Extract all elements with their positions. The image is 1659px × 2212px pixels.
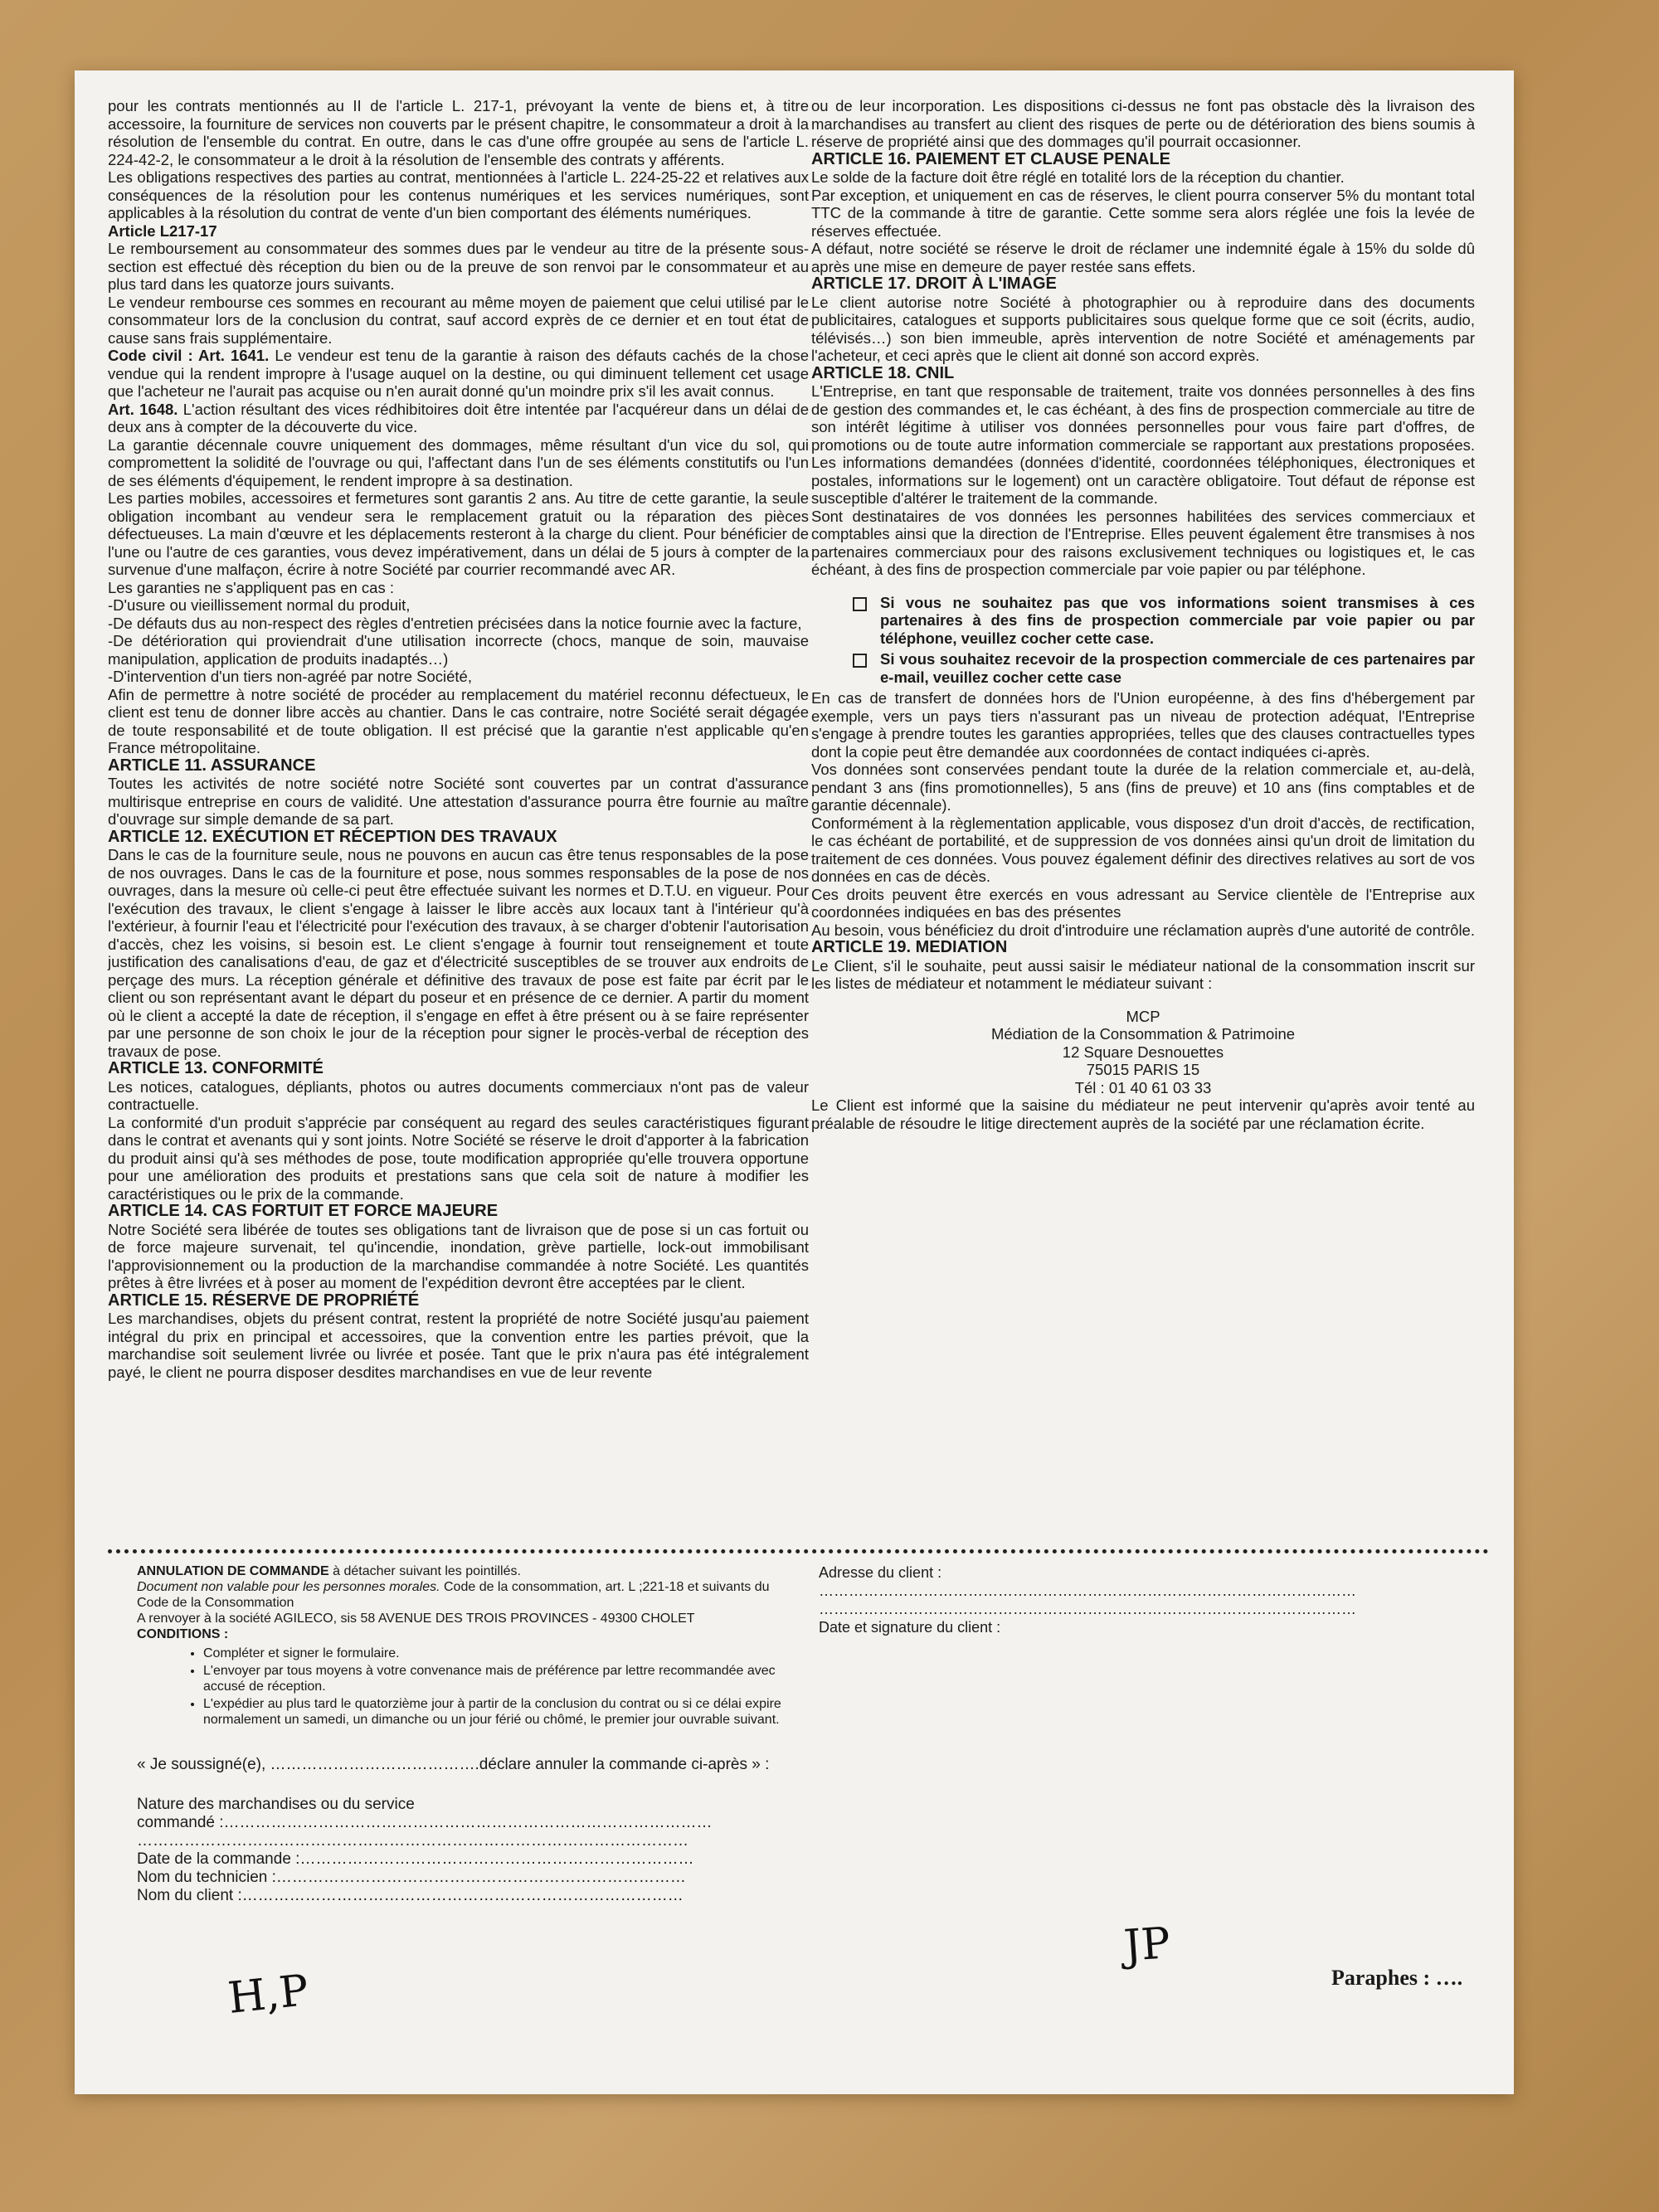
paragraph: Les notices, catalogues, dépliants, photos ou autres documents commerciaux n'ont pas de valeur contractuelle. [108,1077,809,1113]
paragraph: A défaut, notre société se réserve le droit de réclamer une indemnité égale à 15% du solde dû après une mise en demeure de payer restée sans effets. [811,240,1475,275]
paragraph: Le Client est informé que la saisine du médiateur ne peut intervenir qu'après avoir tenté au préalable de résoudre le litige directement auprès de la société par une réclamation écrite. [811,1096,1475,1132]
cancellation-title [137,1563,792,1579]
list-item: • L'envoyer par tous moyens à votre convenance mais de préférence par lettre recommandée avec accusé de réception. [203,1663,792,1694]
code-civil-text: Le vendeur est tenu de la garantie à raison des défauts cachés de la chose vendue qui la rendent impropre à l'usage auquel on la destine, ou qui diminuent tellement cet usage que l'acheteur ne l'aurait pas acquise ou n'en aurait donné qu'un moindre prix s'il les avait connus. [108,347,810,400]
list-item: -De défauts dus au non-respect des règles d'entretien précisées dans la notice fournie avec la facture, [108,614,802,632]
adresse-dots[interactable]: ……………………………………………………………………………………………… [819,1601,1356,1617]
paragraph: La conformité d'un produit s'apprécie par conséquent au regard des seules caractéristiques figurant dans le contrat et avenants qui y sont joints. Notre Société se réserve le droit d'apporter à la fabrication du produit ainsi qu'à ses méthodes de pose, toute modification appropriée qu'elle trouvera opportune pour une amélioration des produits et prestations sans que cela soit de nature à modifier les caractéristiques ou le prix de la commande. [108,1113,809,1203]
paragraph: Le solde de la facture doit être réglé en totalité lors de la réception du chantier. [811,168,1345,186]
paragraph: Le remboursement au consommateur des sommes dues par le vendeur au titre de la présente sous-section est effectué dès réception du bien ou de la preuve de son renvoi par le consommateur et au plus tard dans les quatorze jours suivants. [108,240,809,293]
list-item: • Compléter et signer le formulaire. [203,1646,792,1661]
paragraph: Les parties mobiles, accessoires et fermetures sont garantis 2 ans. Au titre de cette garantie, la seule obligation incombant au vendeur sera le remplacement gratuit ou la réparation des pièces défectueuses. La main d'œuvre et les déplacements resteront à la charge du client. Pour bénéficier de l'une ou l'autre de ces garanties, vous devez impérativement, dans un délai de 5 jours à compter de la survenue d'une malfaçon, écrire à notre Société par courrier recommandé avec AR. [108,489,809,578]
handwritten-initials-left: H,P [226,1966,311,2024]
adresse-label: Adresse du client : [819,1564,942,1581]
paragraph: pour les contrats mentionnés au II de l'article L. 217-1, prévoyant la vente de biens et, à titre accessoire, la fourniture de services non couverts par le présent chapitre, le consommateur a droit à la résolution de l'ensemble du contrat. En outre, dans le cas d'une offre groupée au sens de l'article L. 224-42-2, le consommateur a le droit à la résolution de l'ensemble des contrats y afférents. [108,97,809,168]
paragraph: En cas de transfert de données hors de l'Union européenne, à des fins d'hébergement par exemple, vers un pays tiers n'assurant pas un niveau de protection adéquat, l'Entreprise s'engage à prendre toutes les garanties appropriées, telles que des clauses contractuelles types dont la copie peut être demandée aux coordonnées de contact indiquées ci-après. [811,689,1475,761]
paragraph [108,347,809,401]
art1648-text: L'action résultant des vices rédhibitoires doit être intentée par l'acquéreur dans un délai de deux ans à compter de la découverte du vice. [108,400,810,435]
list-item: • L'expédier au plus tard le quatorzième jour à partir de la conclusion du contrat ou si ce délai expire normalement un samedi, un dimanche ou un jour férié ou chômé, le premier jour ouvrable suivant. [203,1696,792,1728]
article-title: ARTICLE 13. CONFORMITÉ [108,1059,324,1077]
article-title: ARTICLE 16. PAIEMENT ET CLAUSE PENALE [811,149,1171,168]
article-title: ARTICLE 11. ASSURANCE [108,756,316,775]
article-title: ARTICLE 12. EXÉCUTION ET RÉCEPTION DES TRAVAUX [108,827,557,846]
paragraph: Au besoin, vous bénéficiez du droit d'introduire une réclamation auprès d'une autorité de contrôle. [811,921,1475,939]
paragraph: Notre Société sera libérée de toutes ses obligations tant de livraison que de pose si un cas fortuit ou de force majeure survenait, tel qu'incendie, inondation, grève partielle, lock-out immobilisant l'approvisionnement ou la production de la marchandise commandée à notre Société. Les quantités prêtes à être livrées et à poser au moment de l'expédition devront être acceptées par le client. [108,1220,809,1291]
article-title: ARTICLE 15. RÉSERVE DE PROPRIÉTÉ [108,1291,420,1310]
paragraph: Afin de permettre à notre société de procéder au remplacement du matériel reconnu défectueux, le client est tenu de donner libre accès au chantier. Dans le cas contraire, notre Société serait dégagée de toute responsabilité et de toute obligation. Il est précisé que la garantie n'est applicable qu'en France métropolitaine. [108,685,809,756]
paragraph: Les marchandises, objets du présent contrat, restent la propriété de notre Société jusqu'au paiement intégral du prix en principal et accessoires, que la convention entre les parties prévoit, que la marchandise soit seulement livrée ou livrée et posée. Tant que le prix n'aura pas été intégralement payé, le client ne pourra disposer desdites marchandises en vue de leur revente [108,1310,809,1381]
list-item: -D'usure ou vieillissement normal du produit, [108,596,411,614]
code-civil-label: Code civil : Art. 1641. [108,347,270,364]
article-title: ARTICLE 17. DROIT À L'IMAGE [811,275,1057,293]
paragraph: Vos données sont conservées pendant toute la durée de la relation commerciale et, au-delà, pendant 3 ans (fins promotionnelles), 5 ans (fins de preuve) et 10 ans (fins comptables et de garantie décennale). [811,761,1475,814]
paragraph: Ces droits peuvent être exercés en vous adressant au Service clientèle de l'Entreprise aux coordonnées indiquées en bas des présentes [811,885,1475,921]
mediator-line: 12 Square Desnouettes [1062,1043,1224,1061]
article-title: Article L217-17 [108,221,217,240]
mediator-address [811,1008,1475,1097]
cancellation-title-bold: ANNULATION DE COMMANDE [137,1564,329,1578]
conditions-list [187,1646,792,1728]
paragraph: Conformément à la règlementation applicable, vous disposez d'un droit d'accès, de rectification, le cas échéant de portabilité, et de suppression de vos données ainsi qu'un droit de limitation du traitement de ces données. Vous pouvez également définir des directives relatives au sort de vos données en cas de décès. [811,814,1475,885]
paragraph: Dans le cas de la fourniture seule, nous ne pouvons en aucun cas être tenus responsables de la pose de nos ouvrages. Dans le cas de la fourniture et pose, nous sommes responsables de la pose de nos ouvrages, dans la mesure où celle-ci peut être effectuée suivant les normes et D.T.U. en vigueur. Pour l'exécution des travaux, le client s'engage à laisser le libre accès aux locaux tant à l'intérieur qu'à l'extérieur, à fournir l'eau et l'électricité pour l'exécution des travaux, à se charger d'obtenir l'autorisation d'accès, chez les voisins, si besoin est. Le client s'engage à fournir tout renseignement et toute justification des canalisations d'eau, de gaz et d'électricité susceptibles de se trouver aux endroits de perçage des murs. La réception générale et définitive des travaux de pose est faite par écrit par le client ou son représentant avant le départ du poseur et en présence de ce dernier. A partir du moment où le client a accepté la date de réception, il s'engage en effet à être présent ou à se faire représenter par une personne de son choix le jour de la réception pour signer le procès-verbal de réception des travaux de pose. [108,846,809,1060]
paragraph: La garantie décennale couvre uniquement des dommages, même résultant d'un vice du sol, qui compromettent la solidité de l'ouvrage ou qui, l'affectant dans l'un de ses éléments constitutifs ou l'un de ses éléments d'équipement, le rendent impropre à sa destination. [108,435,809,489]
conditions-label: CONDITIONS : [137,1627,229,1641]
checkbox-icon[interactable] [853,654,867,668]
cancellation-legal-rest: Code de la consommation, art. L ;221-18 et suivants du Code de la Consommation [137,1580,770,1610]
cancellation-legal-italic: Document non valable pour les personnes morales. [137,1580,440,1594]
technicien-field[interactable]: Nom du technicien :…………………………………………………………………… [137,1869,686,1886]
paragraph: ou de leur incorporation. Les dispositions ci-dessus ne font pas obstacle dès la livraison des marchandises au transfert au client des risques de perte ou de détérioration des biens soumis à réserve de propriété ainsi que des dommages qu'il pourrait occasionner. [811,97,1475,150]
cancellation-title-rest: à détacher suivant les pointillés. [328,1564,521,1578]
garanties-list [108,596,809,686]
checkbox-label: Si vous souhaitez recevoir de la prospection commerciale de ces partenaires par e-mail, veuillez cocher cette case [880,650,1475,686]
paragraph: Les garanties ne s'appliquent pas en cas : [108,578,394,596]
paragraph [108,401,809,436]
paragraph: L'Entreprise, en tant que responsable de traitement, traite vos données personnelles à des fins de gestion des commandes et, le cas échéant, à des fins de prospection commerciale au titre de son intérêt légitime à utiliser vos données personnelles pour vous faire part d'offres, de promotions ou de toute autre information commerciale se rapportant aux prestations proposées. Les informations demandées (données d'identité, coordonnées téléphoniques, électroniques et postales, informations sur le logement) ont un caractère obligatoire. Tout défaut de réponse est susceptible d'altérer le traitement de la commande. [811,382,1475,507]
paragraph: Le Client, s'il le souhaite, peut aussi saisir le médiateur national de la consommation inscrit sur les listes de médiateur et notamment le médiateur suivant : [811,956,1475,992]
right-column [811,97,1475,1132]
cancellation-form [137,1563,792,1905]
art1648-label: Art. 1648. [108,400,178,418]
checkbox-icon[interactable] [853,597,867,611]
consent-checkbox-email[interactable] [853,650,1475,686]
cancellation-address: A renvoyer à la société AGILECO, sis 58 AVENUE DES TROIS PROVINCES - 49300 CHOLET [137,1612,695,1626]
mediator-line: Médiation de la Consommation & Patrimoine [990,1025,1296,1043]
article-title: ARTICLE 14. CAS FORTUIT ET FORCE MAJEURE [108,1202,499,1220]
paragraph: Toutes les activités de notre société notre Société sont couvertes par un contrat d'assurance multirisque entreprise en cours de validité. Une attestation d'assurance pourra être fournie au maître d'ouvrage sur simple demande de sa part. [108,775,809,828]
signature-label: Date et signature du client : [819,1619,1001,1636]
declaration-field[interactable]: « Je soussigné(e), ………………………………….déclare annuler la commande ci-après » : [137,1756,770,1773]
list-item: -D'intervention d'un tiers non-agréé par notre Société, [108,668,472,685]
article-title: ARTICLE 18. CNIL [811,363,955,382]
paraphes-label: Paraphes : …. [1331,1966,1463,1990]
paragraph: Les obligations respectives des parties au contrat, mentionnées à l'article L. 224-25-22 et relatives aux conséquences de la résolution pour les contenus numériques et les services numériques, sont applicables à la résolution du contrat de vente d'un bien comportant des éléments numériques. [108,168,809,221]
checkbox-label: Si vous ne souhaitez pas que vos informations soient transmises à ces partenaires à des fins de prospection commerciale par voie papier ou par téléphone, veuillez cocher cette case. [880,593,1475,647]
adresse-dots[interactable]: ……………………………………………………………………………………………… [819,1582,1356,1599]
commande-dots[interactable]: …………………………………………………………………………………………… [137,1832,688,1850]
list-item: -De détérioration qui proviendrait d'une utilisation incorrecte (chocs, manque de soin, mauvaise manipulation, application de produits inadaptés…) [108,632,809,668]
article-title: ARTICLE 19. MEDIATION [811,938,1008,956]
mediator-line: Tél : 01 40 61 03 33 [1074,1078,1212,1096]
handwritten-initials-right: JP [1121,1918,1172,1971]
commande-field[interactable]: commandé :………………………………………………………………………………… [137,1814,713,1831]
client-name-field[interactable]: Nom du client :………………………………………………………………………… [137,1887,684,1904]
nature-label: Nature des marchandises ou du service [137,1796,415,1813]
contract-page [75,70,1514,2094]
cancellation-legal [137,1579,792,1611]
paragraph: Le client autorise notre Société à photographier ou à reproduire dans des documents publicitaires, catalogues et supports publicitaires sous quelque forme que ce soit (écrits, audio, télévisés…) son bien immeuble, après intervention de notre Société et aménagements par l'acheteur, et ceci après que le client ait donné son accord exprès. [811,293,1475,364]
mediator-line: 75015 PARIS 15 [1086,1061,1200,1078]
cancellation-fields [137,1756,792,1905]
detach-dotted-line [108,1549,1489,1553]
client-block [819,1563,1466,1636]
paragraph: Par exception, et uniquement en cas de réserves, le client pourra conserver 5% du montant total TTC de la commande à titre de garantie. Cette somme sera alors réglée une fois la levée de réserves effectuée. [811,186,1475,240]
paragraph: Le vendeur rembourse ces sommes en recourant au même moyen de paiement que celui utilisé par le consommateur lors de la conclusion du contrat, sauf accord exprès de ce dernier et en tout état de cause sans frais supplémentaire. [108,293,809,347]
consent-checkbox-phone[interactable] [853,594,1475,648]
paragraph: Sont destinataires de vos données les personnes habilitées des services commerciaux et comptables ainsi que la direction de l'Entreprise. Elles peuvent également être transmises à nos partenaires commerciaux pour des raisons exclusivement techniques ou logistiques et, le cas échéant, à des fins de prospection commerciale par voie papier ou par téléphone. [811,507,1475,578]
left-column [108,97,809,1381]
mediator-line: MCP [1126,1007,1160,1025]
date-commande-field[interactable]: Date de la commande :………………………………………………………………… [137,1850,694,1868]
